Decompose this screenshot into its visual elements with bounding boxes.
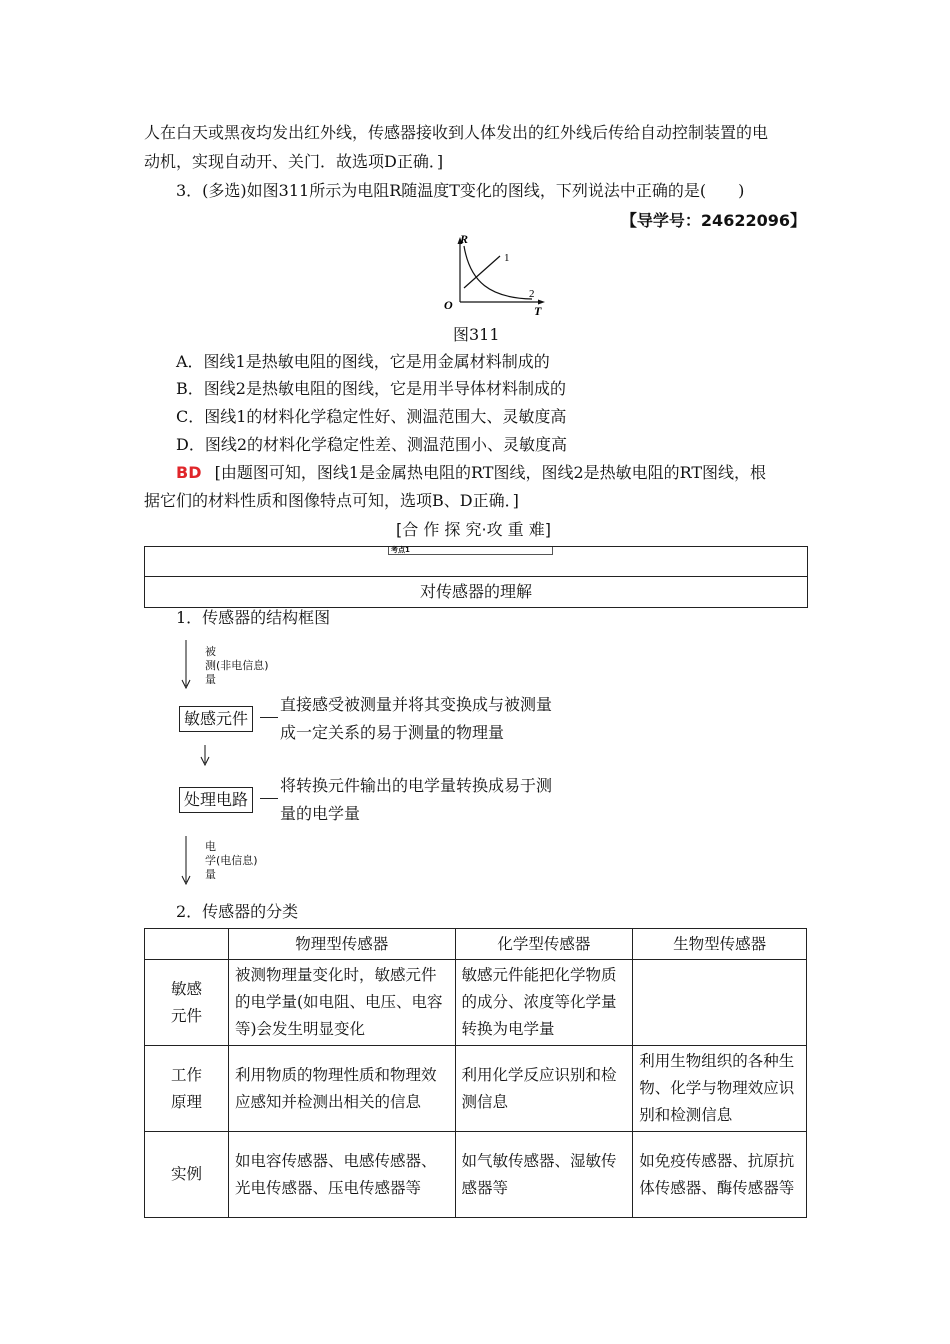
table-cell: 如电容传感器、电感传感器、光电传感器、压电传感器等 bbox=[228, 1132, 455, 1218]
input-label-3: 量 bbox=[205, 673, 216, 686]
answer-line bbox=[176, 458, 766, 487]
sensing-desc-1: 直接感受被测量并将其变换成与被测量 bbox=[280, 695, 553, 714]
processing-desc-2: 量的电学量 bbox=[280, 804, 361, 823]
explanation-text: [由题图可知，图线1是金属热电阻的RT图线，图线2是热敏电阻的RT图线，根 bbox=[214, 463, 767, 482]
option-d: D．图线2的材料化学稳定性差、测温范围小、灵敏度高 bbox=[176, 435, 568, 454]
table-cell: 如免疫传感器、抗原抗体传感器、酶传感器等 bbox=[633, 1132, 807, 1218]
table-cell: 被测物理量变化时，敏感元件的电学量(如电阻、电压、电容等)会发生明显变化 bbox=[228, 960, 455, 1046]
sensing-connector bbox=[260, 717, 278, 718]
figure-caption: 图311 bbox=[453, 325, 500, 344]
output-label-2: 学(电信息) bbox=[205, 854, 258, 867]
sensing-element-box: 敏感元件 bbox=[179, 706, 253, 732]
table-header-cell bbox=[145, 929, 229, 960]
table-cell bbox=[633, 960, 807, 1046]
input-label-2: 测(非电信息) bbox=[205, 659, 269, 672]
table-row bbox=[145, 960, 807, 1046]
row-label: 实例 bbox=[145, 1132, 229, 1218]
table-row bbox=[145, 1132, 807, 1218]
processing-circuit-box: 处理电路 bbox=[179, 787, 253, 813]
y-axis-label: R bbox=[460, 232, 469, 246]
table-header-cell: 生物型传感器 bbox=[633, 929, 807, 960]
table-header-cell: 化学型传感器 bbox=[455, 929, 633, 960]
guide-number: 【导学号：24622096】 bbox=[620, 211, 806, 230]
row-label: 工作原理 bbox=[145, 1046, 229, 1132]
classification-title: 2．传感器的分类 bbox=[176, 902, 299, 921]
resistance-temperature-graph bbox=[440, 232, 550, 322]
classification-table bbox=[144, 928, 807, 1218]
line-2-label: 2 bbox=[529, 288, 535, 300]
x-axis-label: T bbox=[534, 304, 542, 318]
sensing-desc-2: 成一定关系的易于测量的物理量 bbox=[280, 723, 505, 742]
table-cell: 如气敏传感器、湿敏传感器等 bbox=[455, 1132, 633, 1218]
topic-box bbox=[144, 546, 808, 608]
option-a: A．图线1是热敏电阻的图线，它是用金属材料制成的 bbox=[176, 352, 550, 371]
topic-tag-label: 考点1 bbox=[391, 546, 410, 554]
output-label-1: 电 bbox=[205, 840, 216, 853]
option-c: C．图线1的材料化学稳定性好、测温范围大、灵敏度高 bbox=[176, 407, 567, 426]
table-cell: 利用物质的物理性质和物理效应感知并检测出相关的信息 bbox=[228, 1046, 455, 1132]
middle-arrow-icon bbox=[199, 745, 211, 767]
table-cell: 敏感元件能把化学物质的成分、浓度等化学量转换为电学量 bbox=[455, 960, 633, 1046]
graph-line-2 bbox=[464, 246, 532, 299]
table-cell: 利用化学反应识别和检测信息 bbox=[455, 1046, 633, 1132]
input-arrow-icon bbox=[180, 640, 192, 692]
input-label-1: 被 bbox=[205, 645, 216, 658]
topic-tag bbox=[388, 547, 553, 555]
table-cell: 利用生物组织的各种生物、化学与物理效应识别和检测信息 bbox=[633, 1046, 807, 1132]
processing-connector bbox=[260, 798, 278, 799]
table-header-cell: 物理型传感器 bbox=[228, 929, 455, 960]
output-label-3: 量 bbox=[205, 868, 216, 881]
line-1-label: 1 bbox=[504, 252, 510, 264]
answer-key: BD bbox=[176, 463, 202, 482]
table-row bbox=[145, 1046, 807, 1132]
intro-line-1: 人在白天或黑夜均发出红外线，传感器接收到人体发出的红外线后传给自动控制装置的电 bbox=[144, 123, 769, 142]
intro-line-2: 动机，实现自动开、关门．故选项D正确．] bbox=[144, 152, 444, 171]
row-label: 敏感元件 bbox=[145, 960, 229, 1046]
structure-title: 1．传感器的结构框图 bbox=[176, 608, 331, 627]
topic-title: 对传感器的理解 bbox=[419, 582, 532, 601]
processing-desc-1: 将转换元件输出的电学量转换成易于测 bbox=[280, 776, 553, 795]
output-arrow-icon bbox=[180, 836, 192, 888]
option-b: B．图线2是热敏电阻的图线，它是用半导体材料制成的 bbox=[176, 379, 566, 398]
explanation-line-2: 据它们的材料性质和图像特点可知，选项B、D正确．] bbox=[144, 491, 519, 510]
section-heading: [合 作 探 究·攻 重 难] bbox=[396, 520, 552, 539]
table-header-row bbox=[145, 929, 807, 960]
question-3-stem: 3．(多选)如图311所示为电阻R随温度T变化的图线，下列说法中正确的是( ) bbox=[176, 181, 745, 200]
origin-label: O bbox=[444, 298, 453, 312]
